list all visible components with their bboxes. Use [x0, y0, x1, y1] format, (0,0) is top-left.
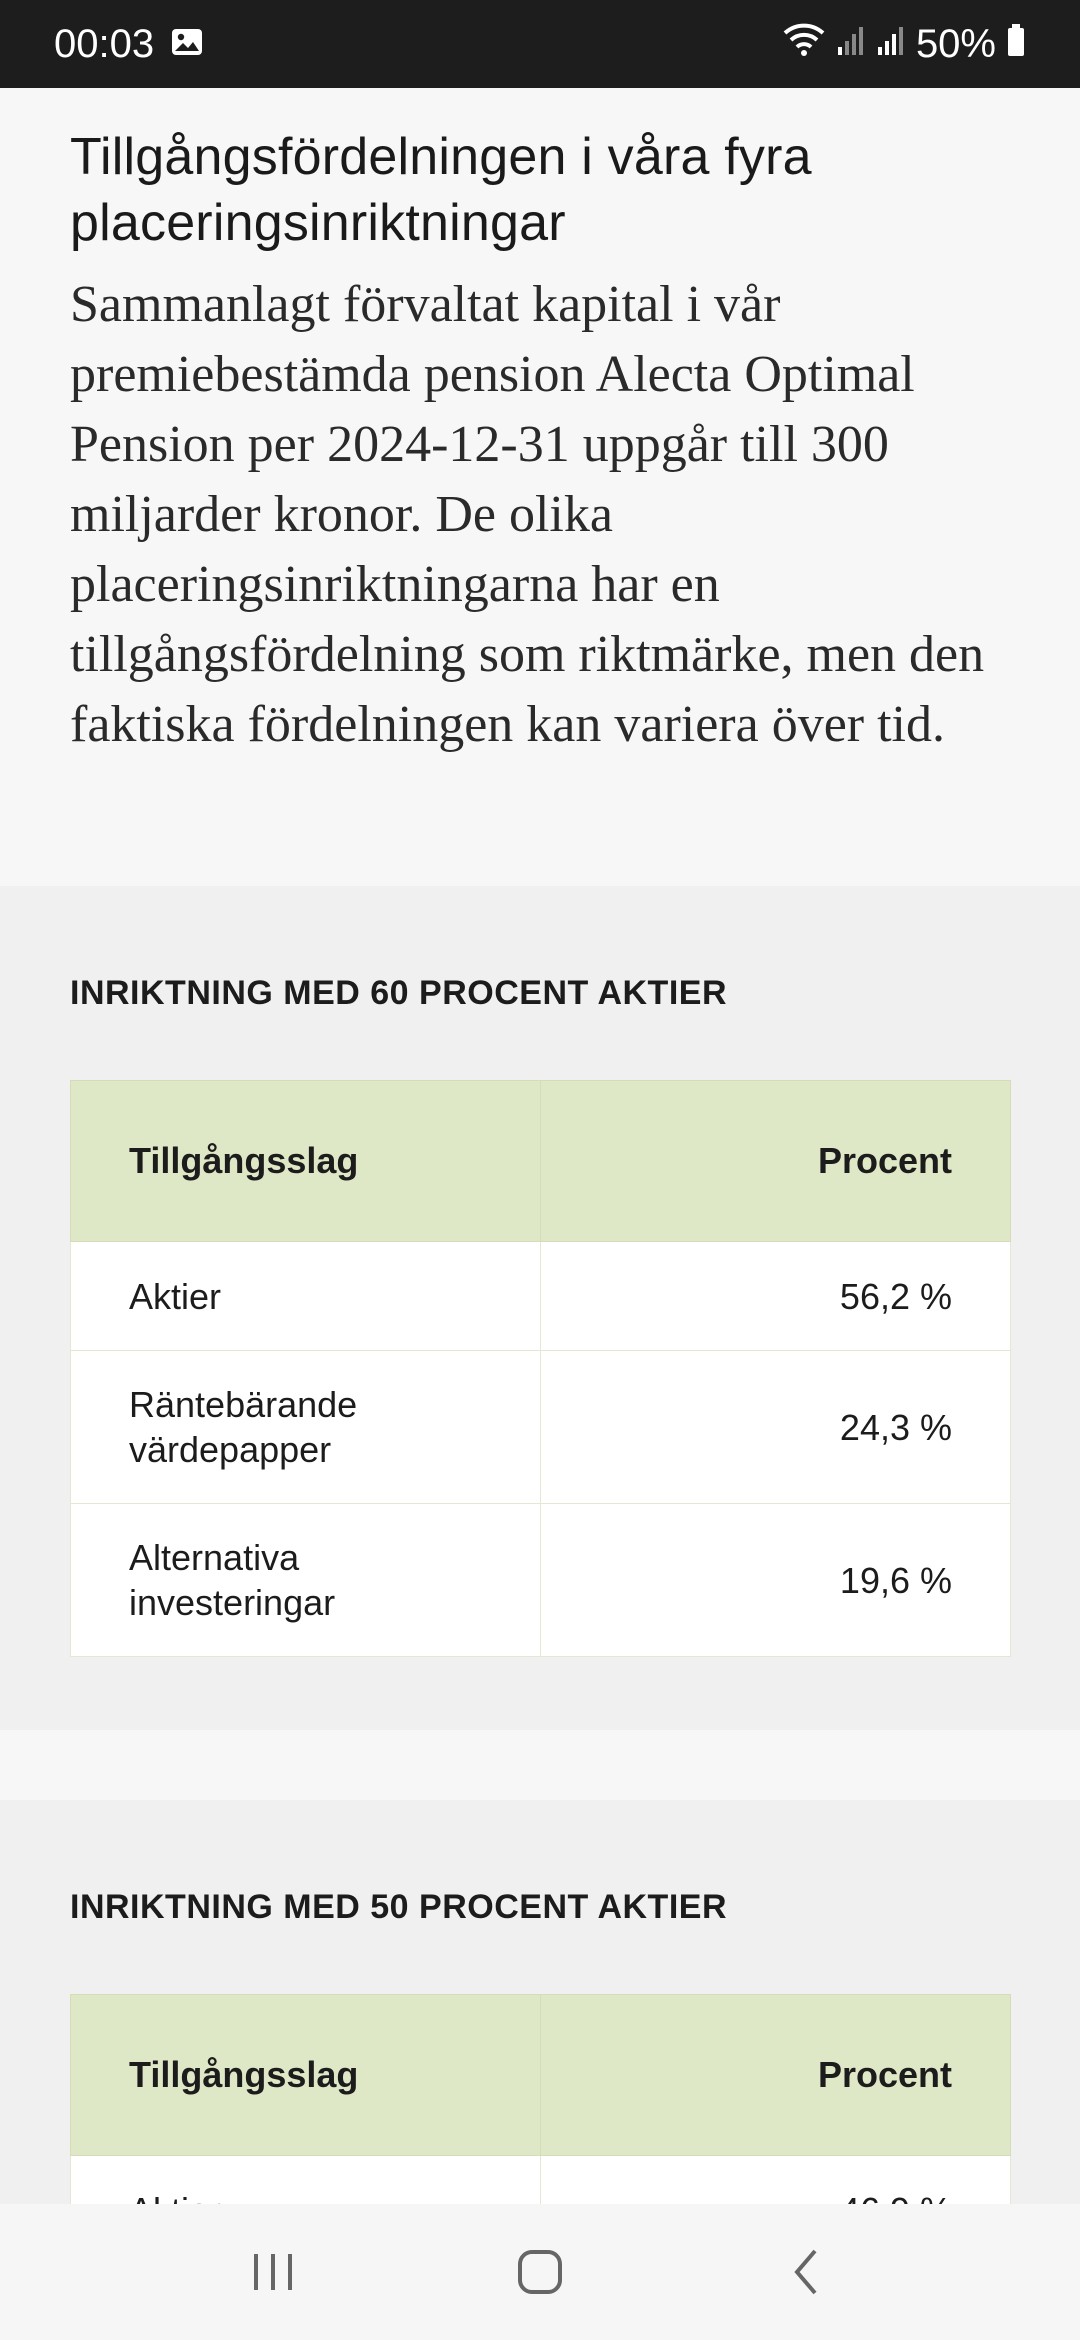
image-icon — [170, 22, 204, 67]
table-row — [71, 1504, 1011, 1657]
recent-apps-button[interactable] — [228, 2227, 318, 2317]
column-header-percent: Procent — [541, 1081, 1011, 1242]
table-row — [71, 1242, 1011, 1351]
column-header-percent: Procent — [541, 1995, 1011, 2156]
table-header-row — [71, 1081, 1011, 1242]
wifi-icon — [782, 21, 826, 67]
intro-text: Sammanlagt förvaltat kapital i vår premiebestämda pension Alecta Optimal Pension per 2024-12-31 uppgår till 300 miljarder kronor. De olika placeringsinriktningarna har en tillgångsfördelning som riktmärke, men den faktiska fördelningen kan variera över tid. — [70, 276, 985, 753]
cell-asset-class — [71, 1504, 541, 1657]
allocation-section-50 — [0, 1800, 1080, 2204]
cell-percent: 56,2 % — [541, 1242, 1011, 1351]
column-header-asset-class: Tillgångsslag — [71, 1995, 541, 2156]
home-button[interactable] — [495, 2227, 585, 2317]
table-header-row — [71, 1995, 1011, 2156]
column-header-asset-class: Tillgångsslag — [71, 1081, 541, 1242]
signal-icon — [876, 22, 906, 67]
allocation-section-60 — [0, 886, 1080, 1730]
status-bar — [0, 0, 1080, 88]
table-row — [71, 1351, 1011, 1504]
cell-asset-class — [71, 1351, 541, 1504]
allocation-table — [70, 1080, 1011, 1657]
intro-section — [0, 88, 1080, 886]
cell-percent: 24,3 % — [541, 1351, 1011, 1504]
page-title: Tillgångsfördelningen i våra fyra placeringsinriktningar — [70, 128, 812, 252]
section-heading: INRIKTNING MED 50 PROCENT AKTIER — [70, 1888, 728, 1926]
status-time: 00:03 — [54, 21, 155, 66]
system-nav-bar — [0, 2204, 1080, 2340]
signal-icon — [836, 22, 866, 67]
battery-icon — [1006, 22, 1026, 67]
back-icon — [787, 2247, 827, 2297]
back-button[interactable] — [762, 2227, 852, 2317]
cell-text: Räntebärande värdepapper — [129, 1384, 358, 1470]
battery-level: 50% — [915, 21, 996, 66]
cell-text: Alternativa investeringar — [129, 1537, 336, 1623]
cell-percent: 19,6 % — [541, 1504, 1011, 1657]
cell-asset-class: Aktier — [71, 1242, 541, 1351]
section-heading: INRIKTNING MED 60 PROCENT AKTIER — [70, 974, 728, 1012]
home-icon — [515, 2247, 565, 2297]
recent-apps-icon — [248, 2250, 298, 2294]
